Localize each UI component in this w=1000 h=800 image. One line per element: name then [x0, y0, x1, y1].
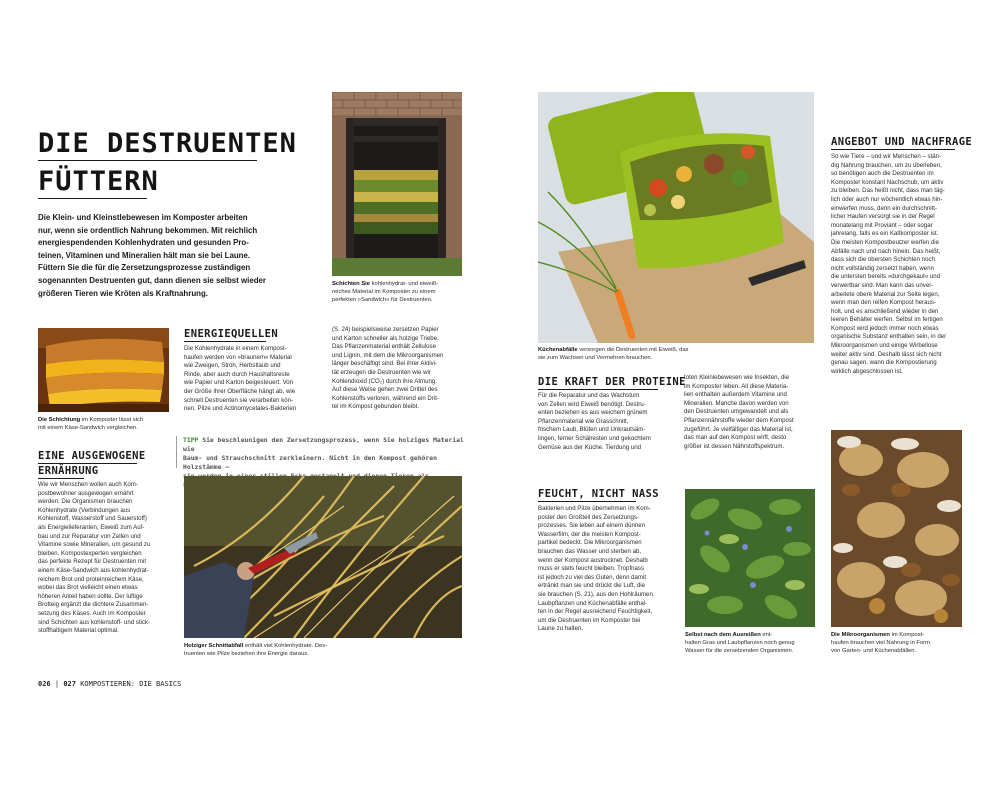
- section-proteine-heading: [538, 376, 686, 388]
- body-ernaehrung: Wie wir Menschen wollen auch Kom- postbewohner ausgewogen ernährt werden. Die Organismen brauchen Kohlenhydrate (Verbindungen aus Kohlenstoff, Wasserstoff und Sauerstoff) als Energielieferanten, Eiweiß zum Auf- bau und zur Reparatur von Zellen und Vitamine sowie Mineralien, um gesund zu bleiben. Kompostexperten vergleichen das perfekte Rezept für Destruenten mit einem Käse-Sandwich aus kohlenhydrat- reichem Brot und proteinreichem Käse, wobei das Brot vielleicht einen etwas höheren Anteil haben sollte. Der luftige Brotteig ergänzt die dichtere Zusammen- setzung des Käses. Auch im Komposter sind Schichten aus kohlenstoff- und stick- stoffhaltigem Material optimal.: [38, 481, 151, 635]
- section-proteine-body-col2: [684, 374, 824, 451]
- body-feucht: Bakterien und Pilze übernehmen im Kom- poster den Großteil des Zersetzungs- prozesses. Sie leben auf einem dünnen Wasserfilm, der die meisten Kompost- partikel bedeckt. Die Mikroorganismen brauchen das Wasser und sterben ab, wenn der Kompost austrocknet. Deshalb muss er stets feucht bleiben. Tropfnass ist jedoch zu viel des Guten, denn damit ertränkt man sie und drückt die Luft, die sie brauchen (S. 21), aus den Hohlräumen. Laubpflanzen und Küchenabfälle enthal- ten in der Regel ausreichend Feuchtigkeit, um die Destruenten im Komposter bei Laune zu halten.: [538, 505, 655, 633]
- uprooted-plants-caption: [685, 631, 825, 655]
- section-feucht-body: [538, 505, 678, 634]
- title-underline-2: [38, 198, 147, 199]
- heading-energie: ENERGIEQUELLEN: [184, 328, 279, 340]
- title-block-2: [38, 166, 159, 198]
- body-proteine: Für die Reparatur und das Wachstum von Zellen wird Eiweiß benötigt. Destru- enten beziehen es aus weichem grünem Pflanzenmaterial wie Grasschnitt, frischem Laub, Blüten und Unkrautsäm- lingen, ferner Schälresten und gekochtem Gemüse aus der Küche. Tierdung und: [538, 392, 651, 451]
- uprooted-plants-photo: [685, 489, 815, 627]
- heading-angebot: ANGEBOT UND NACHFRAGE: [831, 136, 973, 148]
- section-angebot-heading: [831, 136, 972, 148]
- caption-bold: Schichten Sie: [332, 281, 371, 287]
- tip-label: TIPP: [183, 436, 199, 444]
- section-name: KOMPOSTIEREN: DIE BASICS: [80, 680, 182, 688]
- compost-bin-illustration: [332, 92, 462, 276]
- heading-underline: [831, 149, 955, 150]
- intro-block: [38, 212, 328, 300]
- page-number-left: 026: [38, 680, 51, 688]
- heading-ernaehrung-line2: ERNÄHRUNG: [38, 465, 99, 477]
- green-plants-illustration: [685, 489, 815, 627]
- body-proteine-2: toten Kleinlebewesen wie Insekten, die im Komposter leben. All diese Materia- lien enthalten außerdem Vitamine und Mineralien. Manche davon werden von den Destruenten umgewandelt und als Pflanzennährstoffe wieder dem Kompost zugeführt. Je vielfältiger das Material ist, das man auf den Kompost wirft, desto größer ist dessen Nährstoffspektrum.: [684, 374, 794, 450]
- grilled-cheese-illustration: [38, 328, 169, 412]
- section-ernaehrung-heading-2: [38, 465, 99, 477]
- caption-text: versorgen die Destruenten mit Eiweiß, das sie zum Wachsen und Vermehren brauchen.: [538, 347, 689, 361]
- pruning-photo: [184, 476, 462, 638]
- kitchen-caption: [538, 346, 818, 362]
- pruning-shears-illustration: [184, 476, 462, 638]
- kitchen-scraps-photo: [538, 92, 814, 343]
- page-footer: 026 | 027 KOMPOSTIEREN: DIE BASICS: [38, 680, 182, 688]
- microorganisms-caption: [831, 631, 971, 655]
- tip-text: Sie beschleunigen den Zersetzungsprozess, wenn Sie holziges Material wie Baum- und Strauchschnitt zerkleinern. Nicht in den Kompost gehören Holzstämme –: [183, 436, 464, 471]
- body-energie: Die Kohlenhydrate in einem Kompost- haufen werden von »braunem« Material wie Zweigen, Stroh, Herbstlaub und Rinde, aber auch durch Haushaltsreste wie Papier und Karton beigesteuert. Von der Größe ihrer Oberfläche hängt ab, wie schnell Destruenten sie verarbeiten kön- nen. Pilze und Actinomycetales-Bakterien: [184, 345, 297, 413]
- caption-text: kohlenhydrat- und eiweiß- reiches Material im Komposter zu einem perfekten »Sandwich« für Destruenten.: [332, 281, 439, 303]
- caption-text: im Komposter lässt sich mit einem Käse-Sandwich vergleichen.: [38, 417, 144, 431]
- heading-underline: [184, 341, 266, 342]
- title-block: [38, 128, 297, 160]
- heading-underline: [38, 463, 137, 464]
- caption-bold: Küchenabfälle: [538, 347, 578, 353]
- section-angebot-body: [831, 153, 965, 376]
- heading-underline: [538, 501, 636, 502]
- body-energie-2: (S. 24) beispielsweise zersetzen Papier und Karton schneller als holzige Triebe. Das Pflanzenmaterial enthält Zellulose und Lignin, mit dem die Mikroorganismen länger beschäftigt sind. Bei ihrer Aktivi- tät erzeugen die Destruenten wie wir Kohlendioxid (CO₂) durch ihre Atmung. Auf diese Weise gehen zwei Drittel des Kohlenstoffs verloren, während ein Drit- tel im Kompost gebunden bleibt.: [332, 326, 444, 411]
- page-number-right: 027: [63, 680, 76, 688]
- sandwich-photo: [38, 328, 169, 412]
- sandwich-caption: [38, 416, 173, 432]
- heading-underline: [38, 478, 84, 479]
- section-energie-body-col2: [332, 326, 472, 412]
- section-proteine-body: [538, 392, 678, 452]
- compost-closeup-illustration: [831, 430, 962, 627]
- intro-paragraph: Die Klein- und Kleinstlebewesen im Komposter arbeiten nur, wenn sie ordentlich Nahrung bekommen. Mit reichlich energiespendenden Kohlenhydraten und gesunden Pro- teinen, Vitaminen und Mineralien hält man sie bei Laune. Füttern Sie die für die Zersetzungsprozesse zuständigen sogenannten Destruenten gut, dann dienen sie selbst wieder größeren Tieren wie Kröten als Kraftnahrung.: [38, 213, 266, 298]
- section-feucht-heading: [538, 488, 659, 500]
- caption-bold: Holziger Schnittabfall: [184, 643, 244, 649]
- section-energie-heading: [184, 328, 278, 340]
- page-title-line1: DIE DESTRUENTEN: [38, 128, 297, 159]
- title-underline-1: [38, 160, 257, 161]
- heading-proteine: DIE KRAFT DER PROTEINE: [538, 376, 686, 388]
- pruning-caption: [184, 642, 464, 658]
- heading-underline: [538, 389, 658, 390]
- caption-text: ent- halten Gras und Laubpflanzen noch genug Wasser für die zersetzenden Organismen.: [685, 632, 795, 654]
- heading-ernaehrung-line1: EINE AUSGEWOGENE: [38, 450, 146, 462]
- kitchen-caddy-illustration: [538, 92, 814, 343]
- caption-bold: Die Schichtung: [38, 417, 81, 423]
- compost-closeup-photo: [831, 430, 962, 627]
- caption-bold: Die Mikroorganismen: [831, 632, 890, 638]
- caption-bold: Selbst nach dem Ausreißen: [685, 632, 761, 638]
- page-title-line2: FÜTTERN: [38, 166, 159, 197]
- caption-text: enthält viel Kohlenhydrate. Des- truenten wie Pilze beziehen ihre Energie daraus.: [184, 643, 328, 657]
- compost-bin-photo: [332, 92, 462, 276]
- caption-text: im Kompost- haufen brauchen viel Nahrung in Form von Garten- und Küchenabfällen.: [831, 632, 930, 654]
- heading-feucht: FEUCHT, NICHT NASS: [538, 488, 659, 500]
- section-energie-body: [184, 345, 324, 414]
- section-ernaehrung-heading: [38, 450, 146, 462]
- section-ernaehrung-body: [38, 481, 178, 636]
- compost-bin-caption: [332, 280, 467, 304]
- tip-box: [176, 436, 467, 471]
- body-angebot: So wie Tiere – und wir Menschen – stän- dig Nahrung brauchen, um zu überleben, so benötigen auch die Destruenten im Komposter konstant Nachschub, um aktiv zu bleiben. Das heißt nicht, dass man täg- lich oder auch nur wöchentlich etwas hin- einwerfen muss, denn ein durchschnitt- licher Haufen versorgt sie in der Regel monatelang mit Proviant – oder sogar jahrelang, falls es ein Kaltkomposter ist. Die meisten Kompostbeutzer werfen die Abfälle nach und nach hinein. Das heißt, dass sich die obersten Schichten noch nicht vollständig zersetzt haben, wenn die untersten bereits »durchgekaut« und verwertbar sind. Man kann das unver- arbeitete obere Material zur Seite legen, wenn man den reifen Kompost heraus- holt, und es anschließend wieder in den leeren Behälter werfen. Selbst im fertigen Kompost wird jedoch immer noch etwas organische Substanz enthalten sein, in der Mikroorganismen und einige Wirbellose weiter aktiv sind. Deshalb lässt sich nicht genau sagen, wann die Kompostierung wirklich abgeschlossen ist.: [831, 153, 947, 375]
